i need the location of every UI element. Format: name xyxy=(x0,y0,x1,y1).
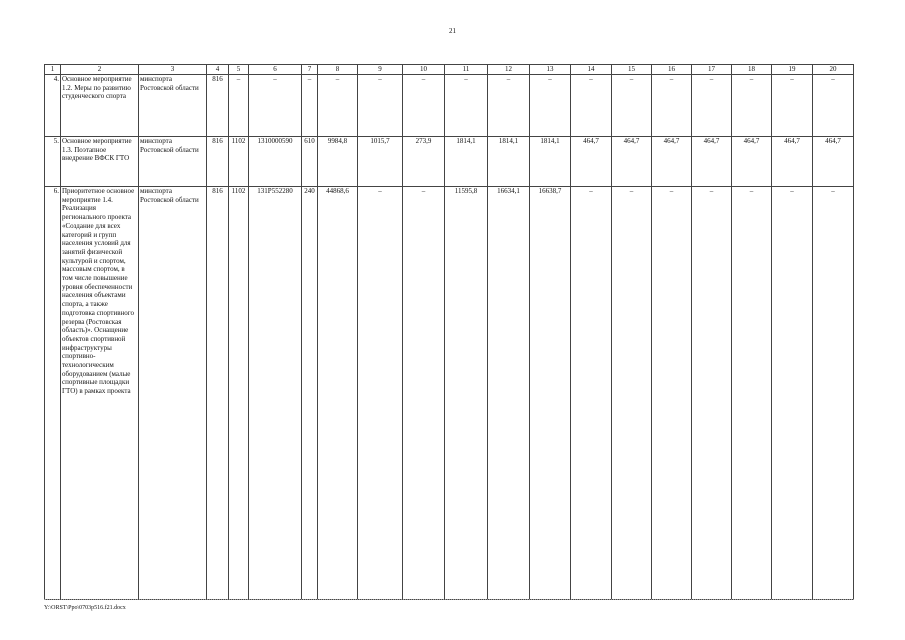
header-cell: 12 xyxy=(488,65,530,75)
table-cell: 464,7 xyxy=(772,137,813,187)
column-number-header xyxy=(45,65,854,75)
header-cell: 6 xyxy=(249,65,302,75)
budget-table xyxy=(44,64,854,600)
table-cell: – xyxy=(571,75,612,137)
table-cell: 11595,8 xyxy=(445,187,488,600)
table-cell: 16634,1 xyxy=(488,187,530,600)
table-cell: – xyxy=(692,75,732,137)
executor-name: минспорта Ростовской области xyxy=(139,75,207,137)
table-cell: – xyxy=(403,187,445,600)
table-cell: – xyxy=(732,187,772,600)
executor-name: минспорта Ростовской области xyxy=(139,187,207,600)
table-cell: – xyxy=(318,75,358,137)
table-cell: 1814,1 xyxy=(530,137,571,187)
table-cell: – xyxy=(732,75,772,137)
table-cell: – xyxy=(612,75,652,137)
table-cell: 131P552280 xyxy=(249,187,302,600)
table-cell: – xyxy=(652,187,692,600)
table-cell: – xyxy=(813,187,854,600)
header-cell: 1 xyxy=(45,65,61,75)
table-cell: 1015,7 xyxy=(358,137,403,187)
table-cell: 44868,6 xyxy=(318,187,358,600)
table-cell: – xyxy=(612,187,652,600)
activity-name: Основное мероприятие 1.3. Поэтапное внедрение ВФСК ГТО xyxy=(61,137,139,187)
table-cell: – xyxy=(229,75,249,137)
header-cell: 17 xyxy=(692,65,732,75)
table-cell: 464,7 xyxy=(813,137,854,187)
table-cell: – xyxy=(772,187,813,600)
row-number: 5. xyxy=(45,137,61,187)
header-cell: 3 xyxy=(139,65,207,75)
table-cell: 610 xyxy=(302,137,318,187)
table-cell: – xyxy=(358,187,403,600)
header-cell: 13 xyxy=(530,65,571,75)
executor-name: минспорта Ростовской области xyxy=(139,137,207,187)
table-cell: 9984,8 xyxy=(318,137,358,187)
table-row xyxy=(45,187,854,600)
table-cell: 1310000590 xyxy=(249,137,302,187)
header-cell: 15 xyxy=(612,65,652,75)
header-cell: 20 xyxy=(813,65,854,75)
table-cell: 464,7 xyxy=(652,137,692,187)
header-cell: 2 xyxy=(61,65,139,75)
header-cell: 19 xyxy=(772,65,813,75)
table-row xyxy=(45,75,854,137)
row-number: 4. xyxy=(45,75,61,137)
activity-name: Приоритетное основное мероприятие 1.4. Реализация регионального проекта «Создание для всех категорий и групп населения условий для занятий физической культурой и спортом, массовым спортом, в том числе повышение уровня обеспеченности населения объектами спорта, а также подготовка спортивного резерва (Ростовская область)». Оснащение объектов спортивной инфраструктуры спортивно-технологическим оборудованием (малые спортивные площадки ГТО) в рамках проекта xyxy=(61,187,139,600)
header-cell: 14 xyxy=(571,65,612,75)
table-cell: – xyxy=(571,187,612,600)
table-cell: – xyxy=(358,75,403,137)
header-cell: 18 xyxy=(732,65,772,75)
bottom-divider xyxy=(44,599,854,600)
table-cell: 1814,1 xyxy=(488,137,530,187)
table-cell: – xyxy=(488,75,530,137)
table-cell: – xyxy=(692,187,732,600)
table-cell: – xyxy=(652,75,692,137)
table-row xyxy=(45,137,854,187)
table-cell: 464,7 xyxy=(732,137,772,187)
header-cell: 7 xyxy=(302,65,318,75)
table-cell: 240 xyxy=(302,187,318,600)
header-cell: 4 xyxy=(207,65,229,75)
header-cell: 11 xyxy=(445,65,488,75)
table-cell: – xyxy=(772,75,813,137)
table-cell: 273,9 xyxy=(403,137,445,187)
header-cell: 10 xyxy=(403,65,445,75)
header-cell: 5 xyxy=(229,65,249,75)
table-cell: 1814,1 xyxy=(445,137,488,187)
header-cell: 8 xyxy=(318,65,358,75)
table-cell: 464,7 xyxy=(692,137,732,187)
table-cell: – xyxy=(403,75,445,137)
table-cell: – xyxy=(302,75,318,137)
header-cell: 9 xyxy=(358,65,403,75)
table-cell: 464,7 xyxy=(612,137,652,187)
table-cell: – xyxy=(249,75,302,137)
table-cell: 816 xyxy=(207,75,229,137)
table-cell: 1102 xyxy=(229,187,249,600)
file-path-footer: Y:\ORST\Ppo\0703p516.f21.docx xyxy=(44,605,126,611)
page-number: 21 xyxy=(449,27,456,35)
table-cell: 16638,7 xyxy=(530,187,571,600)
table-cell: – xyxy=(813,75,854,137)
table-cell: 1102 xyxy=(229,137,249,187)
header-cell: 16 xyxy=(652,65,692,75)
table-cell: 464,7 xyxy=(571,137,612,187)
table-cell: 816 xyxy=(207,187,229,600)
activity-name: Основное мероприятие 1.2. Меры по развитию студенческого спорта xyxy=(61,75,139,137)
row-number: 6. xyxy=(45,187,61,600)
table-cell: – xyxy=(530,75,571,137)
table-cell: – xyxy=(445,75,488,137)
table-cell: 816 xyxy=(207,137,229,187)
